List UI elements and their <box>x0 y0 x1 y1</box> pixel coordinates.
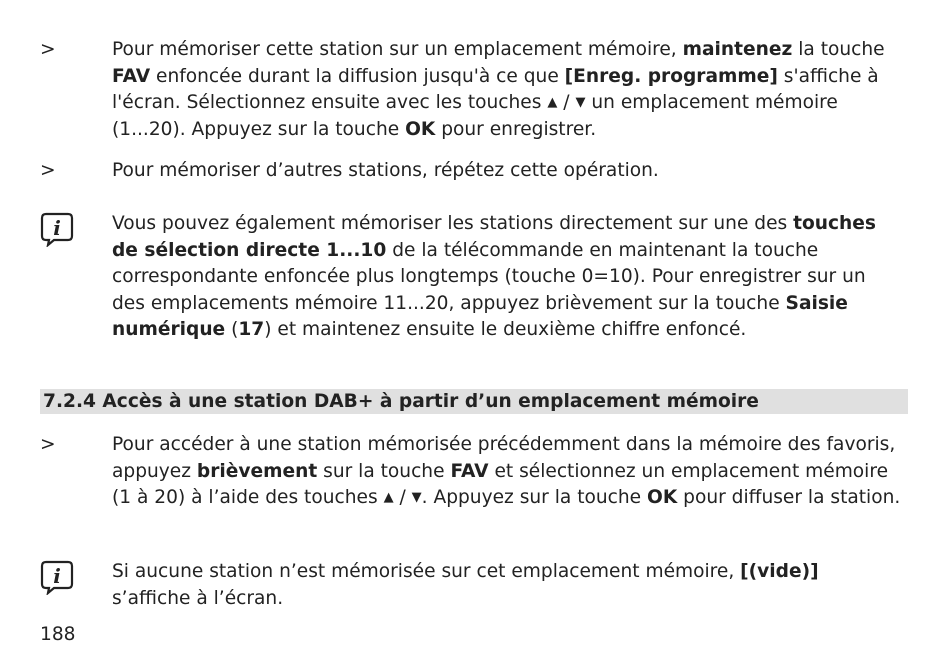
page-number: 188 <box>40 624 76 645</box>
instruction-text: Pour mémoriser cette station sur un emplacement mémoire, maintenez la touche FAV enfoncée durant la diffusion jusqu'à ce que [Enreg. programme] s'affiche à l'écran. Sélectionnez ensuite avec les touches ▲ / ▼ un emplacement mémoire (1...20). Appuyez sur la touche OK pour enregistrer. <box>112 39 885 140</box>
bullet-marker: > <box>40 434 56 455</box>
info-note-icon <box>40 211 76 247</box>
info-note-1 <box>40 211 910 344</box>
arrow-down-icon: ▼ <box>411 490 422 505</box>
instruction-text: Pour accéder à une station mémorisée précédemment dans la mémoire des favoris, appuyez brièvement sur la touche FAV et sélectionnez un emplacement mémoire (1 à 20) à l’aide des touches ▲ / ▼. Appuyez sur la touche OK pour diffuser la station. <box>112 434 901 508</box>
section-heading: 7.2.4 Accès à une station DAB+ à partir d’un emplacement mémoire <box>40 389 908 414</box>
bullet-marker: > <box>40 160 56 181</box>
arrow-up-icon: ▲ <box>383 490 394 505</box>
note-text: Vous pouvez également mémoriser les stations directement sur une des touches de sélection directe 1...10 de la télécommande en maintenant la touche correspondante enfoncée plus longtemps (touche 0=10). Pour enregistrer sur un des emplacements mémoire 11...20, appuyez brièvement sur la touche Saisie numérique (17) et maintenez ensuite le deuxième chiffre enfoncé. <box>112 213 876 340</box>
bullet-marker: > <box>40 39 56 60</box>
instruction-step-2 <box>40 158 910 185</box>
instruction-text: Pour mémoriser d’autres stations, répétez cette opération. <box>112 160 659 181</box>
svg-text:i: i <box>53 216 61 240</box>
info-note-icon <box>40 559 76 595</box>
instruction-step-3 <box>40 432 910 512</box>
arrow-up-icon: ▲ <box>547 95 558 110</box>
instruction-step-1 <box>40 37 910 143</box>
info-note-2 <box>40 559 910 612</box>
svg-text:i: i <box>53 564 61 588</box>
arrow-down-icon: ▼ <box>575 95 586 110</box>
note-text: Si aucune station n’est mémorisée sur cet emplacement mémoire, [(vide)] s’affiche à l’écran. <box>112 561 819 609</box>
